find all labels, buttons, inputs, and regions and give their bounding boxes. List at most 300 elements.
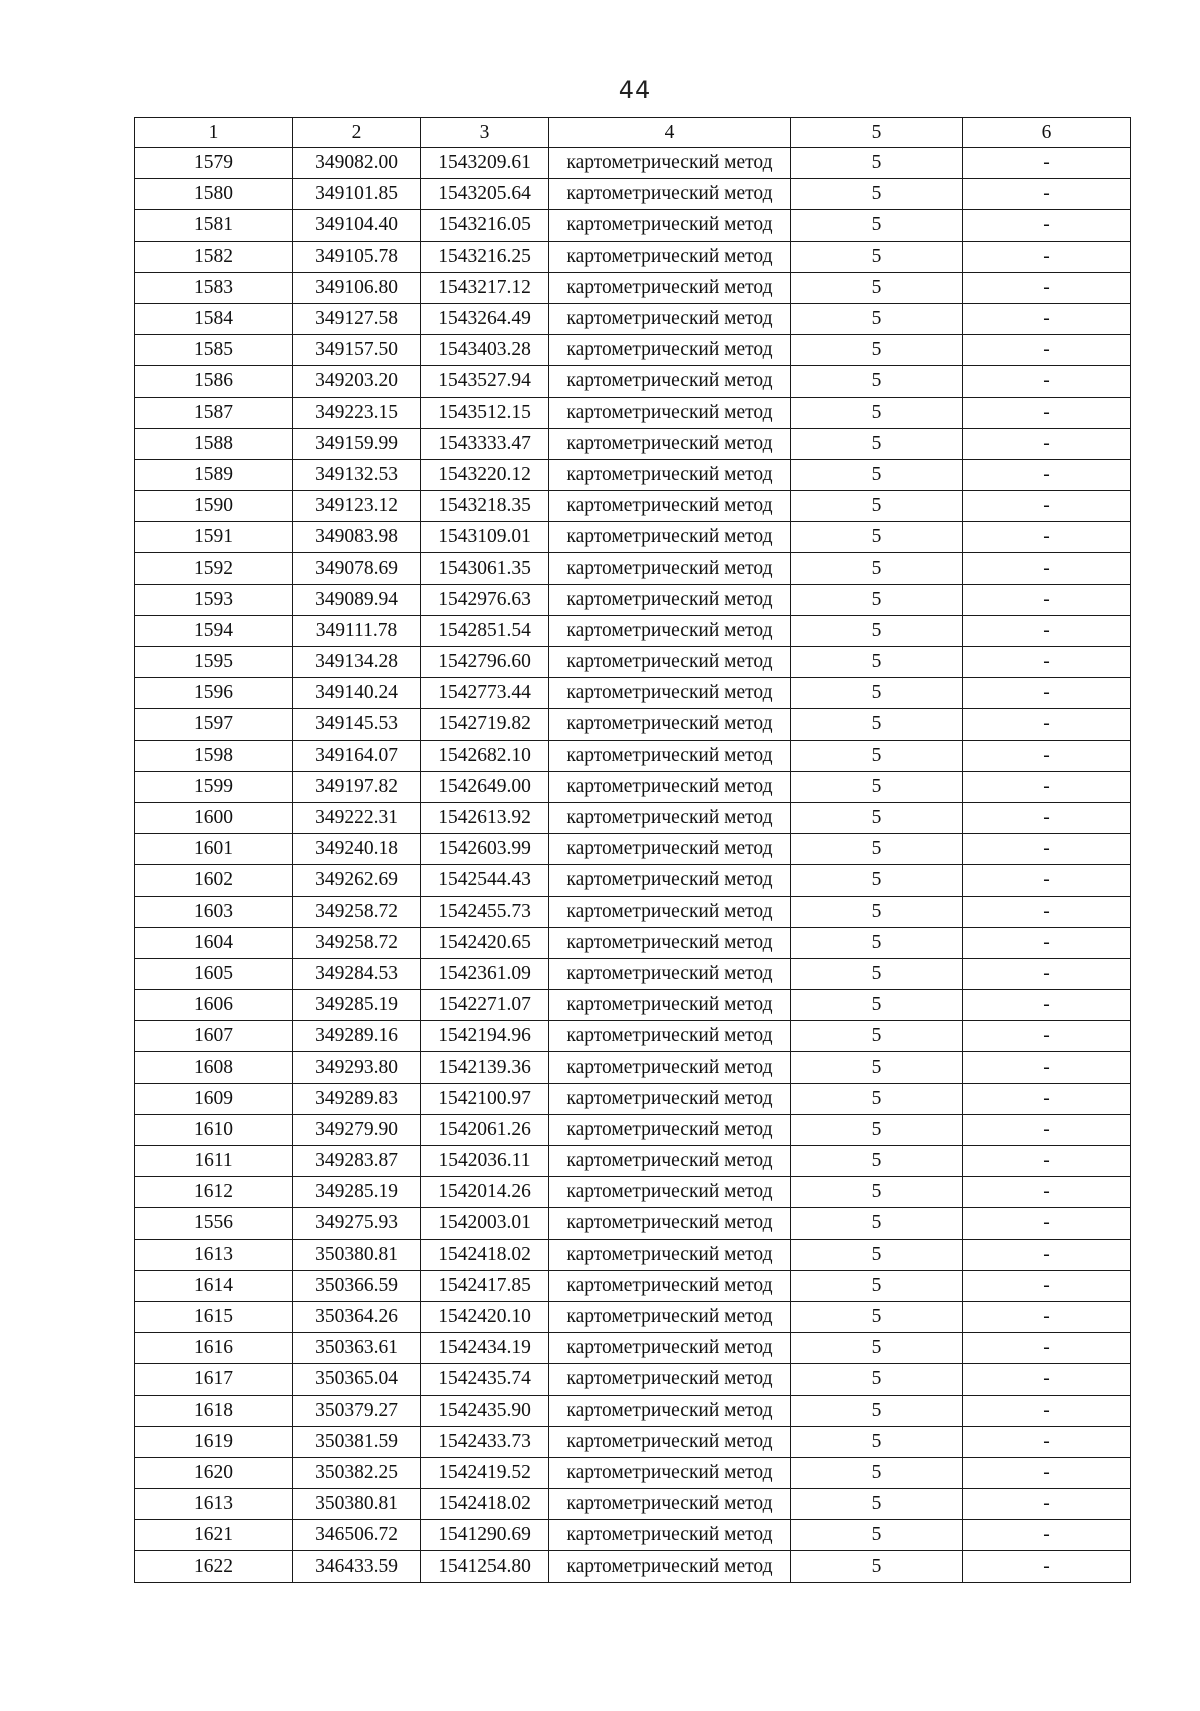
note-cell: - xyxy=(963,709,1131,740)
y-coordinate-cell: 1542649.00 xyxy=(421,771,549,802)
note-cell: - xyxy=(963,272,1131,303)
note-cell: - xyxy=(963,335,1131,366)
point-number-cell: 1618 xyxy=(135,1395,293,1426)
accuracy-cell: 5 xyxy=(791,1114,963,1145)
x-coordinate-cell: 349289.16 xyxy=(293,1021,421,1052)
note-cell: - xyxy=(963,210,1131,241)
note-cell: - xyxy=(963,1457,1131,1488)
y-coordinate-cell: 1542603.99 xyxy=(421,834,549,865)
point-number-cell: 1613 xyxy=(135,1489,293,1520)
accuracy-cell: 5 xyxy=(791,1208,963,1239)
x-coordinate-cell: 349285.19 xyxy=(293,1177,421,1208)
point-number-cell: 1599 xyxy=(135,771,293,802)
accuracy-cell: 5 xyxy=(791,647,963,678)
x-coordinate-cell: 350380.81 xyxy=(293,1239,421,1270)
method-cell: картометрический метод xyxy=(549,958,791,989)
note-cell: - xyxy=(963,303,1131,334)
accuracy-cell: 5 xyxy=(791,491,963,522)
table-row xyxy=(135,1114,1131,1145)
note-cell: - xyxy=(963,491,1131,522)
x-coordinate-cell: 349134.28 xyxy=(293,647,421,678)
note-cell: - xyxy=(963,1364,1131,1395)
y-coordinate-cell: 1542061.26 xyxy=(421,1114,549,1145)
method-cell: картометрический метод xyxy=(549,1395,791,1426)
note-cell: - xyxy=(963,1551,1131,1582)
point-number-cell: 1591 xyxy=(135,522,293,553)
accuracy-cell: 5 xyxy=(791,335,963,366)
table-row xyxy=(135,927,1131,958)
note-cell: - xyxy=(963,397,1131,428)
note-cell: - xyxy=(963,584,1131,615)
method-cell: картометрический метод xyxy=(549,1052,791,1083)
table-row xyxy=(135,491,1131,522)
table-row xyxy=(135,272,1131,303)
note-cell: - xyxy=(963,678,1131,709)
accuracy-cell: 5 xyxy=(791,366,963,397)
table-row xyxy=(135,1052,1131,1083)
coordinates-table xyxy=(134,117,1131,1583)
method-cell: картометрический метод xyxy=(549,834,791,865)
x-coordinate-cell: 349089.94 xyxy=(293,584,421,615)
column-header-4: 4 xyxy=(549,118,791,148)
accuracy-cell: 5 xyxy=(791,1301,963,1332)
x-coordinate-cell: 349283.87 xyxy=(293,1146,421,1177)
table-row xyxy=(135,179,1131,210)
method-cell: картометрический метод xyxy=(549,1177,791,1208)
accuracy-cell: 5 xyxy=(791,771,963,802)
y-coordinate-cell: 1541290.69 xyxy=(421,1520,549,1551)
table-row xyxy=(135,647,1131,678)
y-coordinate-cell: 1542435.74 xyxy=(421,1364,549,1395)
point-number-cell: 1600 xyxy=(135,802,293,833)
x-coordinate-cell: 350366.59 xyxy=(293,1270,421,1301)
point-number-cell: 1584 xyxy=(135,303,293,334)
x-coordinate-cell: 350381.59 xyxy=(293,1426,421,1457)
y-coordinate-cell: 1542773.44 xyxy=(421,678,549,709)
y-coordinate-cell: 1542851.54 xyxy=(421,615,549,646)
method-cell: картометрический метод xyxy=(549,927,791,958)
y-coordinate-cell: 1543109.01 xyxy=(421,522,549,553)
x-coordinate-cell: 349289.83 xyxy=(293,1083,421,1114)
point-number-cell: 1580 xyxy=(135,179,293,210)
accuracy-cell: 5 xyxy=(791,1551,963,1582)
accuracy-cell: 5 xyxy=(791,709,963,740)
point-number-cell: 1612 xyxy=(135,1177,293,1208)
y-coordinate-cell: 1543209.61 xyxy=(421,148,549,179)
method-cell: картометрический метод xyxy=(549,210,791,241)
accuracy-cell: 5 xyxy=(791,1177,963,1208)
table-row xyxy=(135,834,1131,865)
method-cell: картометрический метод xyxy=(549,678,791,709)
x-coordinate-cell: 349132.53 xyxy=(293,459,421,490)
y-coordinate-cell: 1543264.49 xyxy=(421,303,549,334)
y-coordinate-cell: 1542361.09 xyxy=(421,958,549,989)
note-cell: - xyxy=(963,1395,1131,1426)
note-cell: - xyxy=(963,1208,1131,1239)
x-coordinate-cell: 349104.40 xyxy=(293,210,421,241)
point-number-cell: 1595 xyxy=(135,647,293,678)
accuracy-cell: 5 xyxy=(791,678,963,709)
table-row xyxy=(135,1333,1131,1364)
y-coordinate-cell: 1542420.10 xyxy=(421,1301,549,1332)
method-cell: картометрический метод xyxy=(549,241,791,272)
table-row xyxy=(135,553,1131,584)
y-coordinate-cell: 1542544.43 xyxy=(421,865,549,896)
point-number-cell: 1596 xyxy=(135,678,293,709)
note-cell: - xyxy=(963,927,1131,958)
table-row xyxy=(135,771,1131,802)
accuracy-cell: 5 xyxy=(791,615,963,646)
accuracy-cell: 5 xyxy=(791,459,963,490)
y-coordinate-cell: 1543512.15 xyxy=(421,397,549,428)
table-row xyxy=(135,740,1131,771)
x-coordinate-cell: 349279.90 xyxy=(293,1114,421,1145)
note-cell: - xyxy=(963,1239,1131,1270)
point-number-cell: 1622 xyxy=(135,1551,293,1582)
point-number-cell: 1556 xyxy=(135,1208,293,1239)
x-coordinate-cell: 349203.20 xyxy=(293,366,421,397)
method-cell: картометрический метод xyxy=(549,1364,791,1395)
note-cell: - xyxy=(963,647,1131,678)
point-number-cell: 1620 xyxy=(135,1457,293,1488)
note-cell: - xyxy=(963,896,1131,927)
x-coordinate-cell: 349140.24 xyxy=(293,678,421,709)
table-row xyxy=(135,1457,1131,1488)
accuracy-cell: 5 xyxy=(791,1520,963,1551)
x-coordinate-cell: 349197.82 xyxy=(293,771,421,802)
note-cell: - xyxy=(963,179,1131,210)
table-row xyxy=(135,1208,1131,1239)
accuracy-cell: 5 xyxy=(791,210,963,241)
x-coordinate-cell: 350364.26 xyxy=(293,1301,421,1332)
table-row xyxy=(135,1083,1131,1114)
point-number-cell: 1601 xyxy=(135,834,293,865)
note-cell: - xyxy=(963,740,1131,771)
point-number-cell: 1582 xyxy=(135,241,293,272)
table-row xyxy=(135,958,1131,989)
method-cell: картометрический метод xyxy=(549,896,791,927)
accuracy-cell: 5 xyxy=(791,584,963,615)
method-cell: картометрический метод xyxy=(549,1083,791,1114)
column-header-3: 3 xyxy=(421,118,549,148)
y-coordinate-cell: 1543218.35 xyxy=(421,491,549,522)
method-cell: картометрический метод xyxy=(549,990,791,1021)
x-coordinate-cell: 349106.80 xyxy=(293,272,421,303)
note-cell: - xyxy=(963,1333,1131,1364)
x-coordinate-cell: 350379.27 xyxy=(293,1395,421,1426)
column-header-5: 5 xyxy=(791,118,963,148)
method-cell: картометрический метод xyxy=(549,1551,791,1582)
point-number-cell: 1615 xyxy=(135,1301,293,1332)
method-cell: картометрический метод xyxy=(549,802,791,833)
table-row xyxy=(135,459,1131,490)
method-cell: картометрический метод xyxy=(549,1146,791,1177)
table-header-row xyxy=(135,118,1131,148)
method-cell: картометрический метод xyxy=(549,709,791,740)
y-coordinate-cell: 1542194.96 xyxy=(421,1021,549,1052)
point-number-cell: 1602 xyxy=(135,865,293,896)
method-cell: картометрический метод xyxy=(549,1239,791,1270)
table-row xyxy=(135,1520,1131,1551)
x-coordinate-cell: 349127.58 xyxy=(293,303,421,334)
table-row xyxy=(135,1364,1131,1395)
point-number-cell: 1621 xyxy=(135,1520,293,1551)
point-number-cell: 1593 xyxy=(135,584,293,615)
y-coordinate-cell: 1542455.73 xyxy=(421,896,549,927)
y-coordinate-cell: 1543333.47 xyxy=(421,428,549,459)
x-coordinate-cell: 349262.69 xyxy=(293,865,421,896)
table-row xyxy=(135,584,1131,615)
table-row xyxy=(135,1146,1131,1177)
table-row xyxy=(135,1239,1131,1270)
accuracy-cell: 5 xyxy=(791,990,963,1021)
note-cell: - xyxy=(963,1426,1131,1457)
y-coordinate-cell: 1542036.11 xyxy=(421,1146,549,1177)
method-cell: картометрический метод xyxy=(549,1489,791,1520)
method-cell: картометрический метод xyxy=(549,1520,791,1551)
x-coordinate-cell: 350380.81 xyxy=(293,1489,421,1520)
column-header-6: 6 xyxy=(963,118,1131,148)
table-body xyxy=(135,148,1131,1583)
y-coordinate-cell: 1542271.07 xyxy=(421,990,549,1021)
note-cell: - xyxy=(963,958,1131,989)
accuracy-cell: 5 xyxy=(791,1457,963,1488)
accuracy-cell: 5 xyxy=(791,1426,963,1457)
x-coordinate-cell: 346506.72 xyxy=(293,1520,421,1551)
x-coordinate-cell: 349157.50 xyxy=(293,335,421,366)
table-row xyxy=(135,678,1131,709)
y-coordinate-cell: 1542420.65 xyxy=(421,927,549,958)
x-coordinate-cell: 349159.99 xyxy=(293,428,421,459)
point-number-cell: 1592 xyxy=(135,553,293,584)
accuracy-cell: 5 xyxy=(791,1333,963,1364)
point-number-cell: 1589 xyxy=(135,459,293,490)
table-row xyxy=(135,428,1131,459)
y-coordinate-cell: 1543403.28 xyxy=(421,335,549,366)
accuracy-cell: 5 xyxy=(791,896,963,927)
x-coordinate-cell: 349123.12 xyxy=(293,491,421,522)
point-number-cell: 1605 xyxy=(135,958,293,989)
method-cell: картометрический метод xyxy=(549,397,791,428)
accuracy-cell: 5 xyxy=(791,958,963,989)
accuracy-cell: 5 xyxy=(791,272,963,303)
note-cell: - xyxy=(963,1177,1131,1208)
accuracy-cell: 5 xyxy=(791,1083,963,1114)
x-coordinate-cell: 349258.72 xyxy=(293,927,421,958)
accuracy-cell: 5 xyxy=(791,148,963,179)
table-row xyxy=(135,148,1131,179)
y-coordinate-cell: 1543527.94 xyxy=(421,366,549,397)
table-row xyxy=(135,397,1131,428)
method-cell: картометрический метод xyxy=(549,148,791,179)
y-coordinate-cell: 1542418.02 xyxy=(421,1489,549,1520)
table-row xyxy=(135,709,1131,740)
note-cell: - xyxy=(963,1270,1131,1301)
note-cell: - xyxy=(963,1021,1131,1052)
note-cell: - xyxy=(963,1520,1131,1551)
accuracy-cell: 5 xyxy=(791,1021,963,1052)
table-row xyxy=(135,210,1131,241)
accuracy-cell: 5 xyxy=(791,1146,963,1177)
x-coordinate-cell: 350365.04 xyxy=(293,1364,421,1395)
method-cell: картометрический метод xyxy=(549,771,791,802)
point-number-cell: 1607 xyxy=(135,1021,293,1052)
method-cell: картометрический метод xyxy=(549,740,791,771)
point-number-cell: 1609 xyxy=(135,1083,293,1114)
x-coordinate-cell: 349105.78 xyxy=(293,241,421,272)
y-coordinate-cell: 1542435.90 xyxy=(421,1395,549,1426)
table-row xyxy=(135,303,1131,334)
y-coordinate-cell: 1542682.10 xyxy=(421,740,549,771)
method-cell: картометрический метод xyxy=(549,1270,791,1301)
point-number-cell: 1610 xyxy=(135,1114,293,1145)
y-coordinate-cell: 1542419.52 xyxy=(421,1457,549,1488)
method-cell: картометрический метод xyxy=(549,1457,791,1488)
x-coordinate-cell: 349145.53 xyxy=(293,709,421,740)
x-coordinate-cell: 349285.19 xyxy=(293,990,421,1021)
table-row xyxy=(135,1551,1131,1582)
method-cell: картометрический метод xyxy=(549,1208,791,1239)
point-number-cell: 1587 xyxy=(135,397,293,428)
note-cell: - xyxy=(963,241,1131,272)
table-row xyxy=(135,366,1131,397)
x-coordinate-cell: 349083.98 xyxy=(293,522,421,553)
x-coordinate-cell: 349078.69 xyxy=(293,553,421,584)
table-row xyxy=(135,1301,1131,1332)
table-row xyxy=(135,1270,1131,1301)
accuracy-cell: 5 xyxy=(791,522,963,553)
point-number-cell: 1585 xyxy=(135,335,293,366)
accuracy-cell: 5 xyxy=(791,834,963,865)
column-header-2: 2 xyxy=(293,118,421,148)
accuracy-cell: 5 xyxy=(791,553,963,584)
note-cell: - xyxy=(963,802,1131,833)
y-coordinate-cell: 1543205.64 xyxy=(421,179,549,210)
table-row xyxy=(135,802,1131,833)
method-cell: картометрический метод xyxy=(549,335,791,366)
method-cell: картометрический метод xyxy=(549,366,791,397)
table-row xyxy=(135,1177,1131,1208)
method-cell: картометрический метод xyxy=(549,459,791,490)
point-number-cell: 1590 xyxy=(135,491,293,522)
y-coordinate-cell: 1542796.60 xyxy=(421,647,549,678)
x-coordinate-cell: 350382.25 xyxy=(293,1457,421,1488)
point-number-cell: 1603 xyxy=(135,896,293,927)
note-cell: - xyxy=(963,865,1131,896)
y-coordinate-cell: 1543220.12 xyxy=(421,459,549,490)
y-coordinate-cell: 1543216.25 xyxy=(421,241,549,272)
note-cell: - xyxy=(963,771,1131,802)
x-coordinate-cell: 349111.78 xyxy=(293,615,421,646)
accuracy-cell: 5 xyxy=(791,397,963,428)
method-cell: картометрический метод xyxy=(549,1333,791,1364)
table-row xyxy=(135,990,1131,1021)
y-coordinate-cell: 1541254.80 xyxy=(421,1551,549,1582)
method-cell: картометрический метод xyxy=(549,522,791,553)
y-coordinate-cell: 1543061.35 xyxy=(421,553,549,584)
accuracy-cell: 5 xyxy=(791,303,963,334)
table-row xyxy=(135,896,1131,927)
table-row xyxy=(135,1489,1131,1520)
note-cell: - xyxy=(963,1301,1131,1332)
point-number-cell: 1598 xyxy=(135,740,293,771)
note-cell: - xyxy=(963,1114,1131,1145)
point-number-cell: 1579 xyxy=(135,148,293,179)
method-cell: картометрический метод xyxy=(549,179,791,210)
note-cell: - xyxy=(963,615,1131,646)
page-number: 44 xyxy=(618,76,652,104)
accuracy-cell: 5 xyxy=(791,802,963,833)
x-coordinate-cell: 349164.07 xyxy=(293,740,421,771)
table-row xyxy=(135,865,1131,896)
note-cell: - xyxy=(963,522,1131,553)
table-row xyxy=(135,522,1131,553)
method-cell: картометрический метод xyxy=(549,272,791,303)
point-number-cell: 1606 xyxy=(135,990,293,1021)
method-cell: картометрический метод xyxy=(549,491,791,522)
method-cell: картометрический метод xyxy=(549,553,791,584)
note-cell: - xyxy=(963,990,1131,1021)
point-number-cell: 1586 xyxy=(135,366,293,397)
y-coordinate-cell: 1542434.19 xyxy=(421,1333,549,1364)
y-coordinate-cell: 1542014.26 xyxy=(421,1177,549,1208)
point-number-cell: 1617 xyxy=(135,1364,293,1395)
note-cell: - xyxy=(963,428,1131,459)
x-coordinate-cell: 350363.61 xyxy=(293,1333,421,1364)
x-coordinate-cell: 349275.93 xyxy=(293,1208,421,1239)
accuracy-cell: 5 xyxy=(791,1364,963,1395)
accuracy-cell: 5 xyxy=(791,1052,963,1083)
y-coordinate-cell: 1542418.02 xyxy=(421,1239,549,1270)
table-row xyxy=(135,615,1131,646)
method-cell: картометрический метод xyxy=(549,428,791,459)
point-number-cell: 1581 xyxy=(135,210,293,241)
y-coordinate-cell: 1542100.97 xyxy=(421,1083,549,1114)
y-coordinate-cell: 1543217.12 xyxy=(421,272,549,303)
point-number-cell: 1597 xyxy=(135,709,293,740)
method-cell: картометрический метод xyxy=(549,584,791,615)
method-cell: картометрический метод xyxy=(549,865,791,896)
accuracy-cell: 5 xyxy=(791,179,963,210)
y-coordinate-cell: 1542433.73 xyxy=(421,1426,549,1457)
method-cell: картометрический метод xyxy=(549,647,791,678)
y-coordinate-cell: 1542613.92 xyxy=(421,802,549,833)
table-row xyxy=(135,335,1131,366)
y-coordinate-cell: 1542976.63 xyxy=(421,584,549,615)
accuracy-cell: 5 xyxy=(791,1489,963,1520)
note-cell: - xyxy=(963,1083,1131,1114)
y-coordinate-cell: 1542003.01 xyxy=(421,1208,549,1239)
accuracy-cell: 5 xyxy=(791,865,963,896)
y-coordinate-cell: 1542139.36 xyxy=(421,1052,549,1083)
method-cell: картометрический метод xyxy=(549,1114,791,1145)
table-row xyxy=(135,1426,1131,1457)
table-row xyxy=(135,241,1131,272)
method-cell: картометрический метод xyxy=(549,1021,791,1052)
note-cell: - xyxy=(963,834,1131,865)
note-cell: - xyxy=(963,366,1131,397)
point-number-cell: 1619 xyxy=(135,1426,293,1457)
method-cell: картометрический метод xyxy=(549,303,791,334)
accuracy-cell: 5 xyxy=(791,740,963,771)
note-cell: - xyxy=(963,1489,1131,1520)
x-coordinate-cell: 349222.31 xyxy=(293,802,421,833)
x-coordinate-cell: 349293.80 xyxy=(293,1052,421,1083)
y-coordinate-cell: 1543216.05 xyxy=(421,210,549,241)
column-header-1: 1 xyxy=(135,118,293,148)
note-cell: - xyxy=(963,553,1131,584)
note-cell: - xyxy=(963,459,1131,490)
